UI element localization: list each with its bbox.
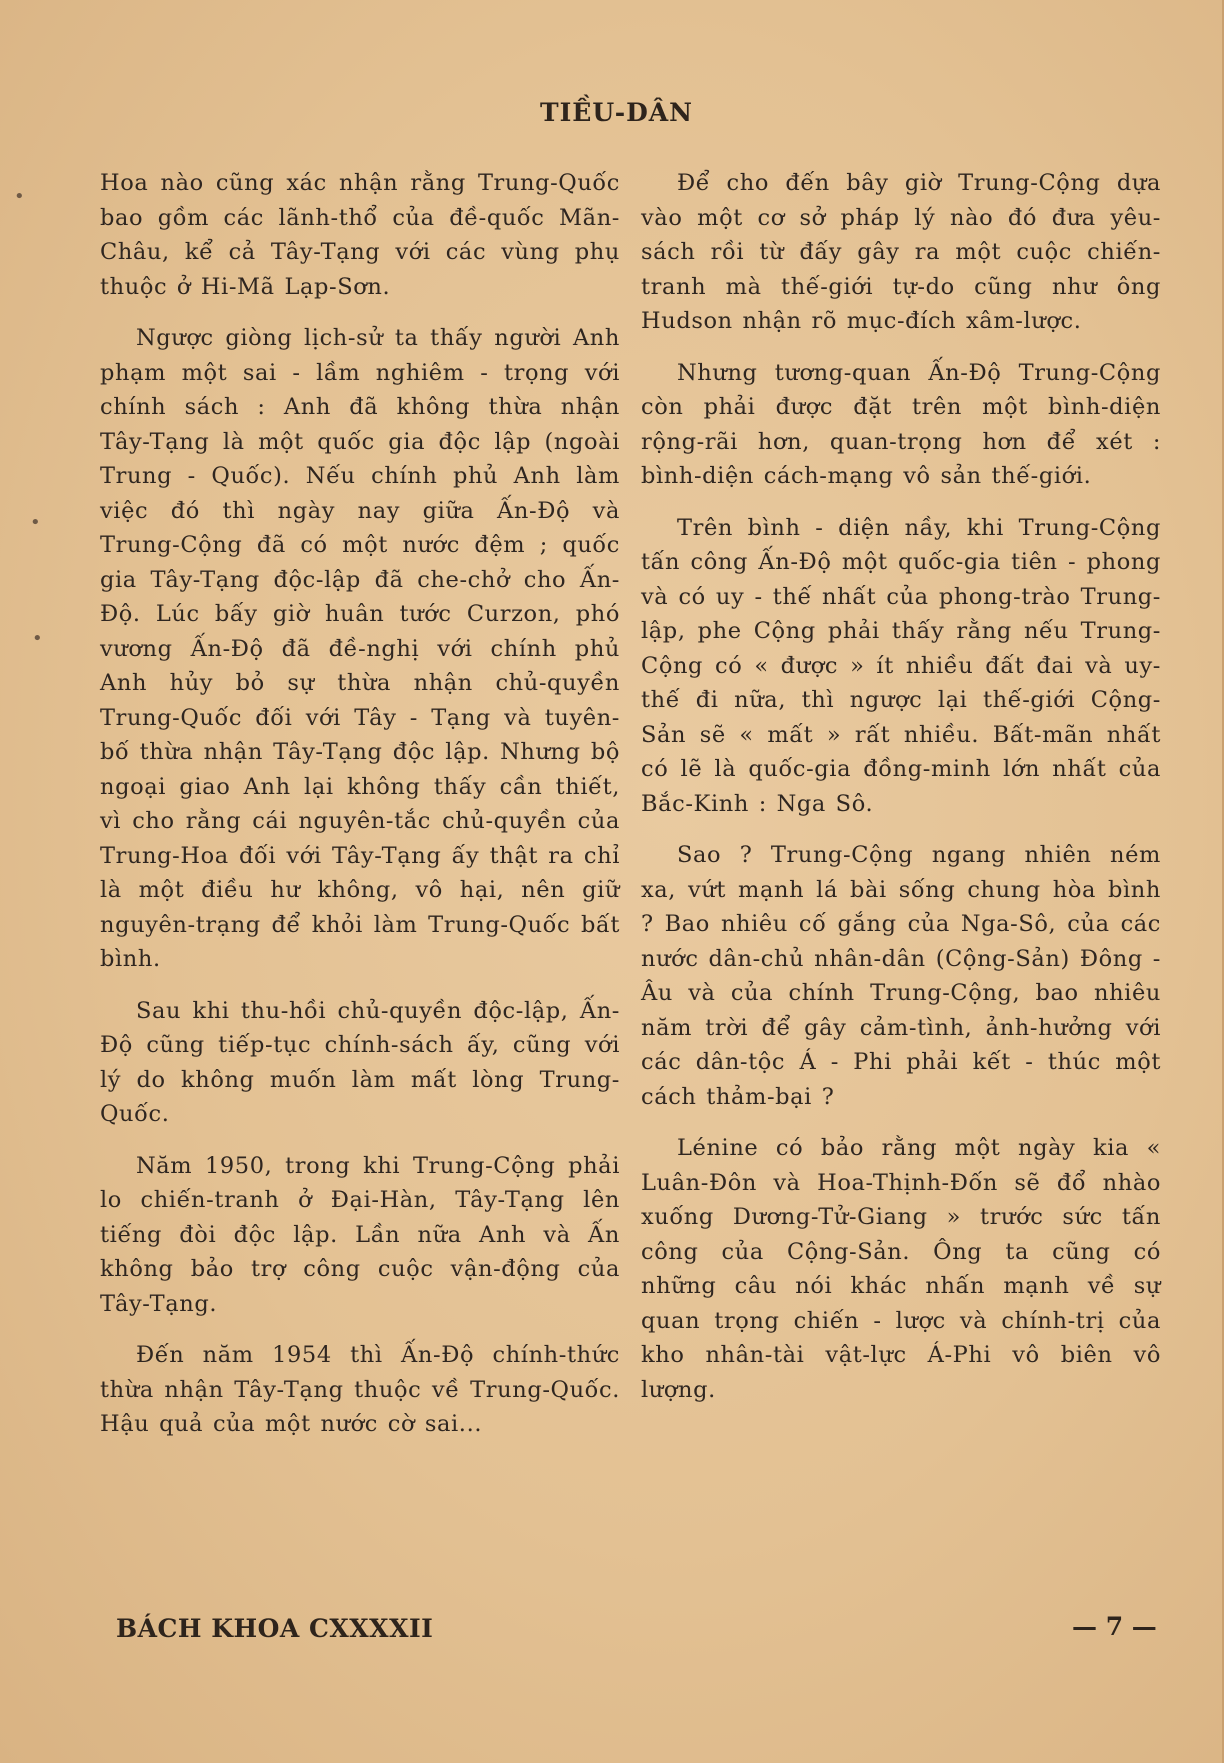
publication-footer: BÁCH KHOA CXXXXII — [116, 1614, 434, 1643]
paragraph: Trên bình - diện nầy, khi Trung-Cộng tấn công Ấn-Độ một quốc-gia tiên - phong và có uy - thế nhất của phong-trào Trung-lập, phe Cộng phải thấy rằng nếu Trung-Cộng có « được » ít nhiều đất đai và uy-thế đi nữa, thì ngược lại thế-giới Cộng-Sản sẽ « mất » rất nhiều. Bất-mãn nhất có lẽ là quốc-gia đồng-minh lớn nhất của Bắc-Kinh : Nga Sô. — [641, 514, 1161, 817]
paragraph: Hoa nào cũng xác nhận rằng Trung-Quốc bao gồm các lãnh-thổ của đề-quốc Mãn-Châu, kể cả Tây-Tạng với các vùng phụ thuộc ở Hi-Mã Lạp-Sơn. — [100, 170, 620, 300]
paragraph: Đến năm 1954 thì Ấn-Độ chính-thức thừa nhận Tây-Tạng thuộc về Trung-Quốc. Hậu quả của một nước cờ sai... — [100, 1342, 620, 1437]
paragraph: Để cho đến bây giờ Trung-Cộng dựa vào một cơ sở pháp lý nào đó đưa yêu-sách rồi từ đấy gây ra một cuộc chiến-tranh mà thế-giới tự-do cũng như ông Hudson nhận rõ mục-đích xâm-lược. — [641, 170, 1161, 334]
left-column — [100, 166, 620, 1459]
margin-speck: • — [32, 628, 43, 649]
paragraph: Ngược giòng lịch-sử ta thấy người Anh phạm một sai - lầm nghiêm - trọng với chính sách : Anh đã không thừa nhận Tây-Tạng là một quốc gia độc lập (ngoài Trung - Quốc). Nếu chính phủ Anh làm việc đó thì ngày nay giữa Ấn-Độ và Trung-Cộng đã có một nước đệm ; quốc gia Tây-Tạng độc-lập đã che-chở cho Ấn-Độ. Lúc bấy giờ huân tước Curzon, phó vương Ấn-Độ đã đề-nghị với chính phủ Anh hủy bỏ sự thừa nhận chủ-quyền Trung-Quốc đối với Tây - Tạng và tuyên-bố thừa nhận Tây-Tạng độc lập. Nhưng bộ ngoại giao Anh lại không thấy cần thiết, vì cho rằng cái nguyên-tắc chủ-quyền của Trung-Hoa đối với Tây-Tạng ấy thật ra chỉ là một điều hư không, vô hại, nên giữ nguyên-trạng để khỏi làm Trung-Quốc bất bình. — [100, 325, 620, 972]
paragraph: Lénine có bảo rằng một ngày kia « Luân-Đôn và Hoa-Thịnh-Đốn sẽ đổ nhào xuống Dương-Tử-Giang » trước sức tấn công của Cộng-Sản. Ông ta cũng có những câu nói khác nhấn mạnh về sự quan trọng chiến - lược và chính-trị của kho nhân-tài vật-lực Á-Phi vô biên vô lượng. — [641, 1135, 1161, 1403]
page-number: — 7 — — [1072, 1612, 1157, 1641]
paragraph: Nhưng tương-quan Ấn-Độ Trung-Cộng còn phải được đặt trên một bình-diện rộng-rãi hơn, quan-trọng hơn để xét : bình-diện cách-mạng vô sản thế-giới. — [641, 359, 1161, 489]
paragraph: Năm 1950, trong khi Trung-Cộng phải lo chiến-tranh ở Đại-Hàn, Tây-Tạng lên tiếng đòi độc lập. Lần nữa Anh và Ấn không bảo trợ công cuộc vận-động của Tây-Tạng. — [100, 1152, 620, 1317]
paragraph: Sao ? Trung-Cộng ngang nhiên ném xa, vứt mạnh lá bài sống chung hòa bình ? Bao nhiêu cố gắng của Nga-Sô, của các nước dân-chủ nhân-dân (Cộng-Sản) Đông - Âu và của chính Trung-Cộng, bao nhiêu năm trời để gây cảm-tình, ảnh-hưởng với các dân-tộc Á - Phi phải kết - thúc một cách thảm-bại ? — [641, 842, 1161, 1110]
margin-speck: • — [14, 186, 25, 207]
running-title: TIỀU-DÂN — [540, 98, 694, 127]
paragraph: Sau khi thu-hồi chủ-quyền độc-lập, Ấn-Độ cũng tiếp-tục chính-sách ấy, cũng với lý do không muốn làm mất lòng Trung-Quốc. — [100, 997, 620, 1127]
right-column — [641, 166, 1161, 1424]
margin-speck: • — [30, 512, 41, 533]
